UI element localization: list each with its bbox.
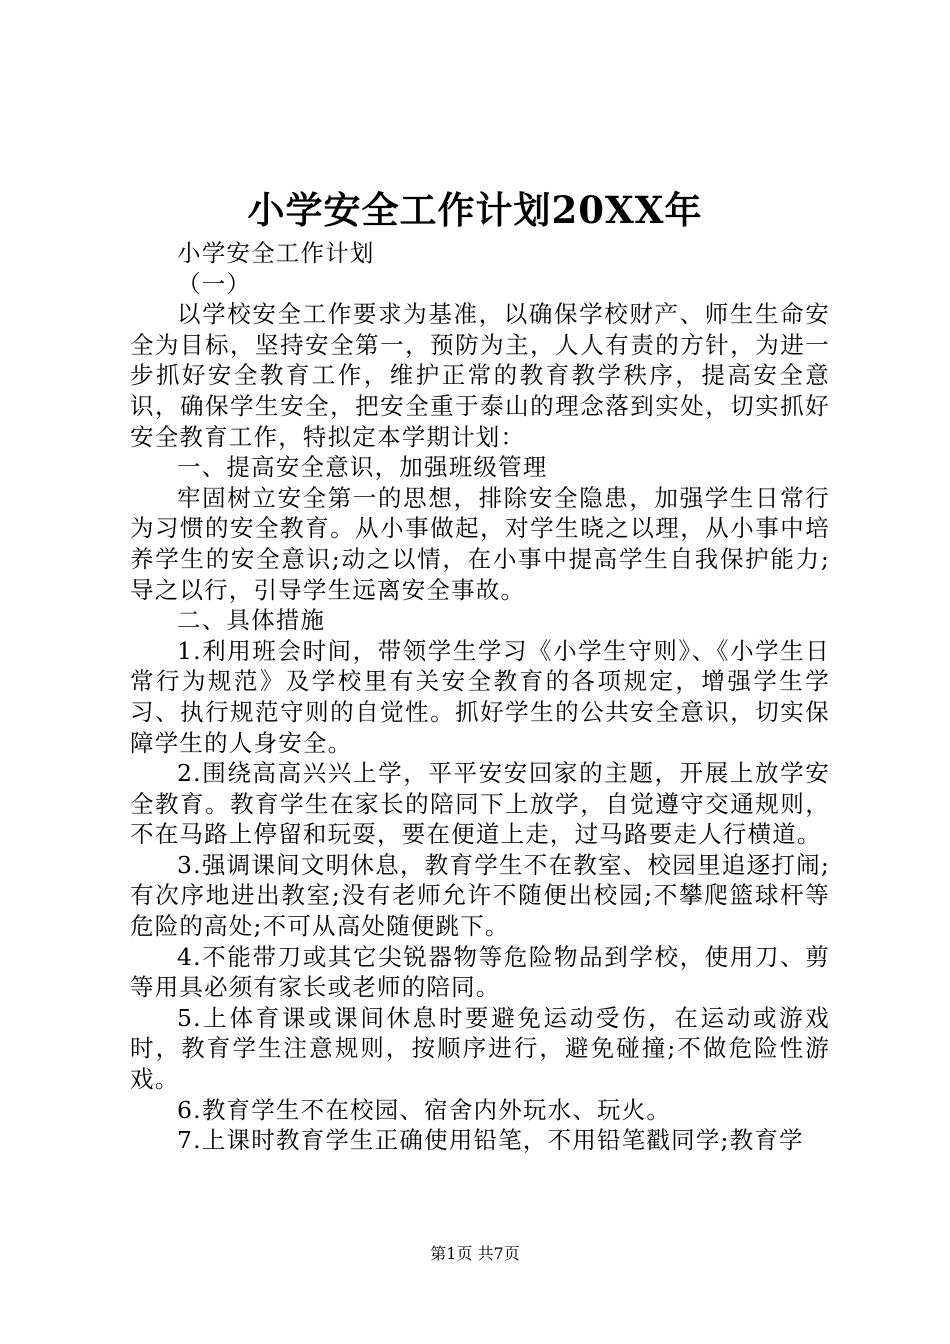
measure-item-7: 7.上课时教育学生正确使用铅笔，不用铅笔戳同学;教育学 [177,1126,804,1155]
section-heading-1: 一、提高安全意识，加强班级管理 [177,453,548,482]
measure-item-4: 4.不能带刀或其它尖锐器物等危险物品到学校，使用刀、剪等用具必须有家长或老师的陪同。 [130,942,830,1002]
document-subtitle: 小学安全工作计划 [177,239,375,267]
measure-item-6: 6.教育学生不在校园、宿舍内外玩水、玩火。 [177,1095,672,1124]
page-footer: 第1页 共7页 [430,1244,520,1263]
section-heading-2: 二、具体措施 [177,606,326,635]
measure-item-1: 1.利用班会时间，带领学生学习《小学生守则》、《小学生日常行为规范》及学校里有关安全教育的各项规定，增强学生学习、执行规范守则的自觉性。抓好学生的公共安全意识，切实保障学生的人身安全。 [130,636,830,757]
part-label: （一） [177,269,252,298]
paragraph-intro: 以学校安全工作要求为基准，以确保学校财产、师生生命安全为目标，坚持安全第一，预防为主，人人有责的方针，为进一步抓好安全教育工作，维护正常的教育教学秩序，提高安全意识，确保学生安全，把安全重于泰山的理念落到实处，切实抓好安全教育工作，特拟定本学期计划： [130,300,830,451]
measure-item-2: 2.围绕高高兴兴上学，平平安安回家的主题，开展上放学安全教育。教育学生在家长的陪同下上放学，自觉遵守交通规则，不在马路上停留和玩耍，要在便道上走，过马路要走人行横道。 [130,759,830,849]
paragraph-awareness: 牢固树立安全第一的思想，排除安全隐患，加强学生日常行为习惯的安全教育。从小事做起，对学生晓之以理，从小事中培养学生的安全意识;动之以情，在小事中提高学生自我保护能力;导之以行，引导学生远离安全事故。 [130,483,830,604]
document-body [130,238,830,1156]
measure-item-5: 5.上体育课或课间休息时要避免运动受伤，在运动或游戏时，教育学生注意规则，按顺序进行，避免碰撞;不做危险性游戏。 [130,1003,830,1094]
document-title: 小学安全工作计划20XX年 [247,188,703,232]
measure-item-3: 3.强调课间文明休息，教育学生不在教室、校园里追逐打闹;有次序地进出教室;没有老师允许不随便出校园;不攀爬篮球杆等危险的高处;不可从高处随便跳下。 [130,850,830,941]
